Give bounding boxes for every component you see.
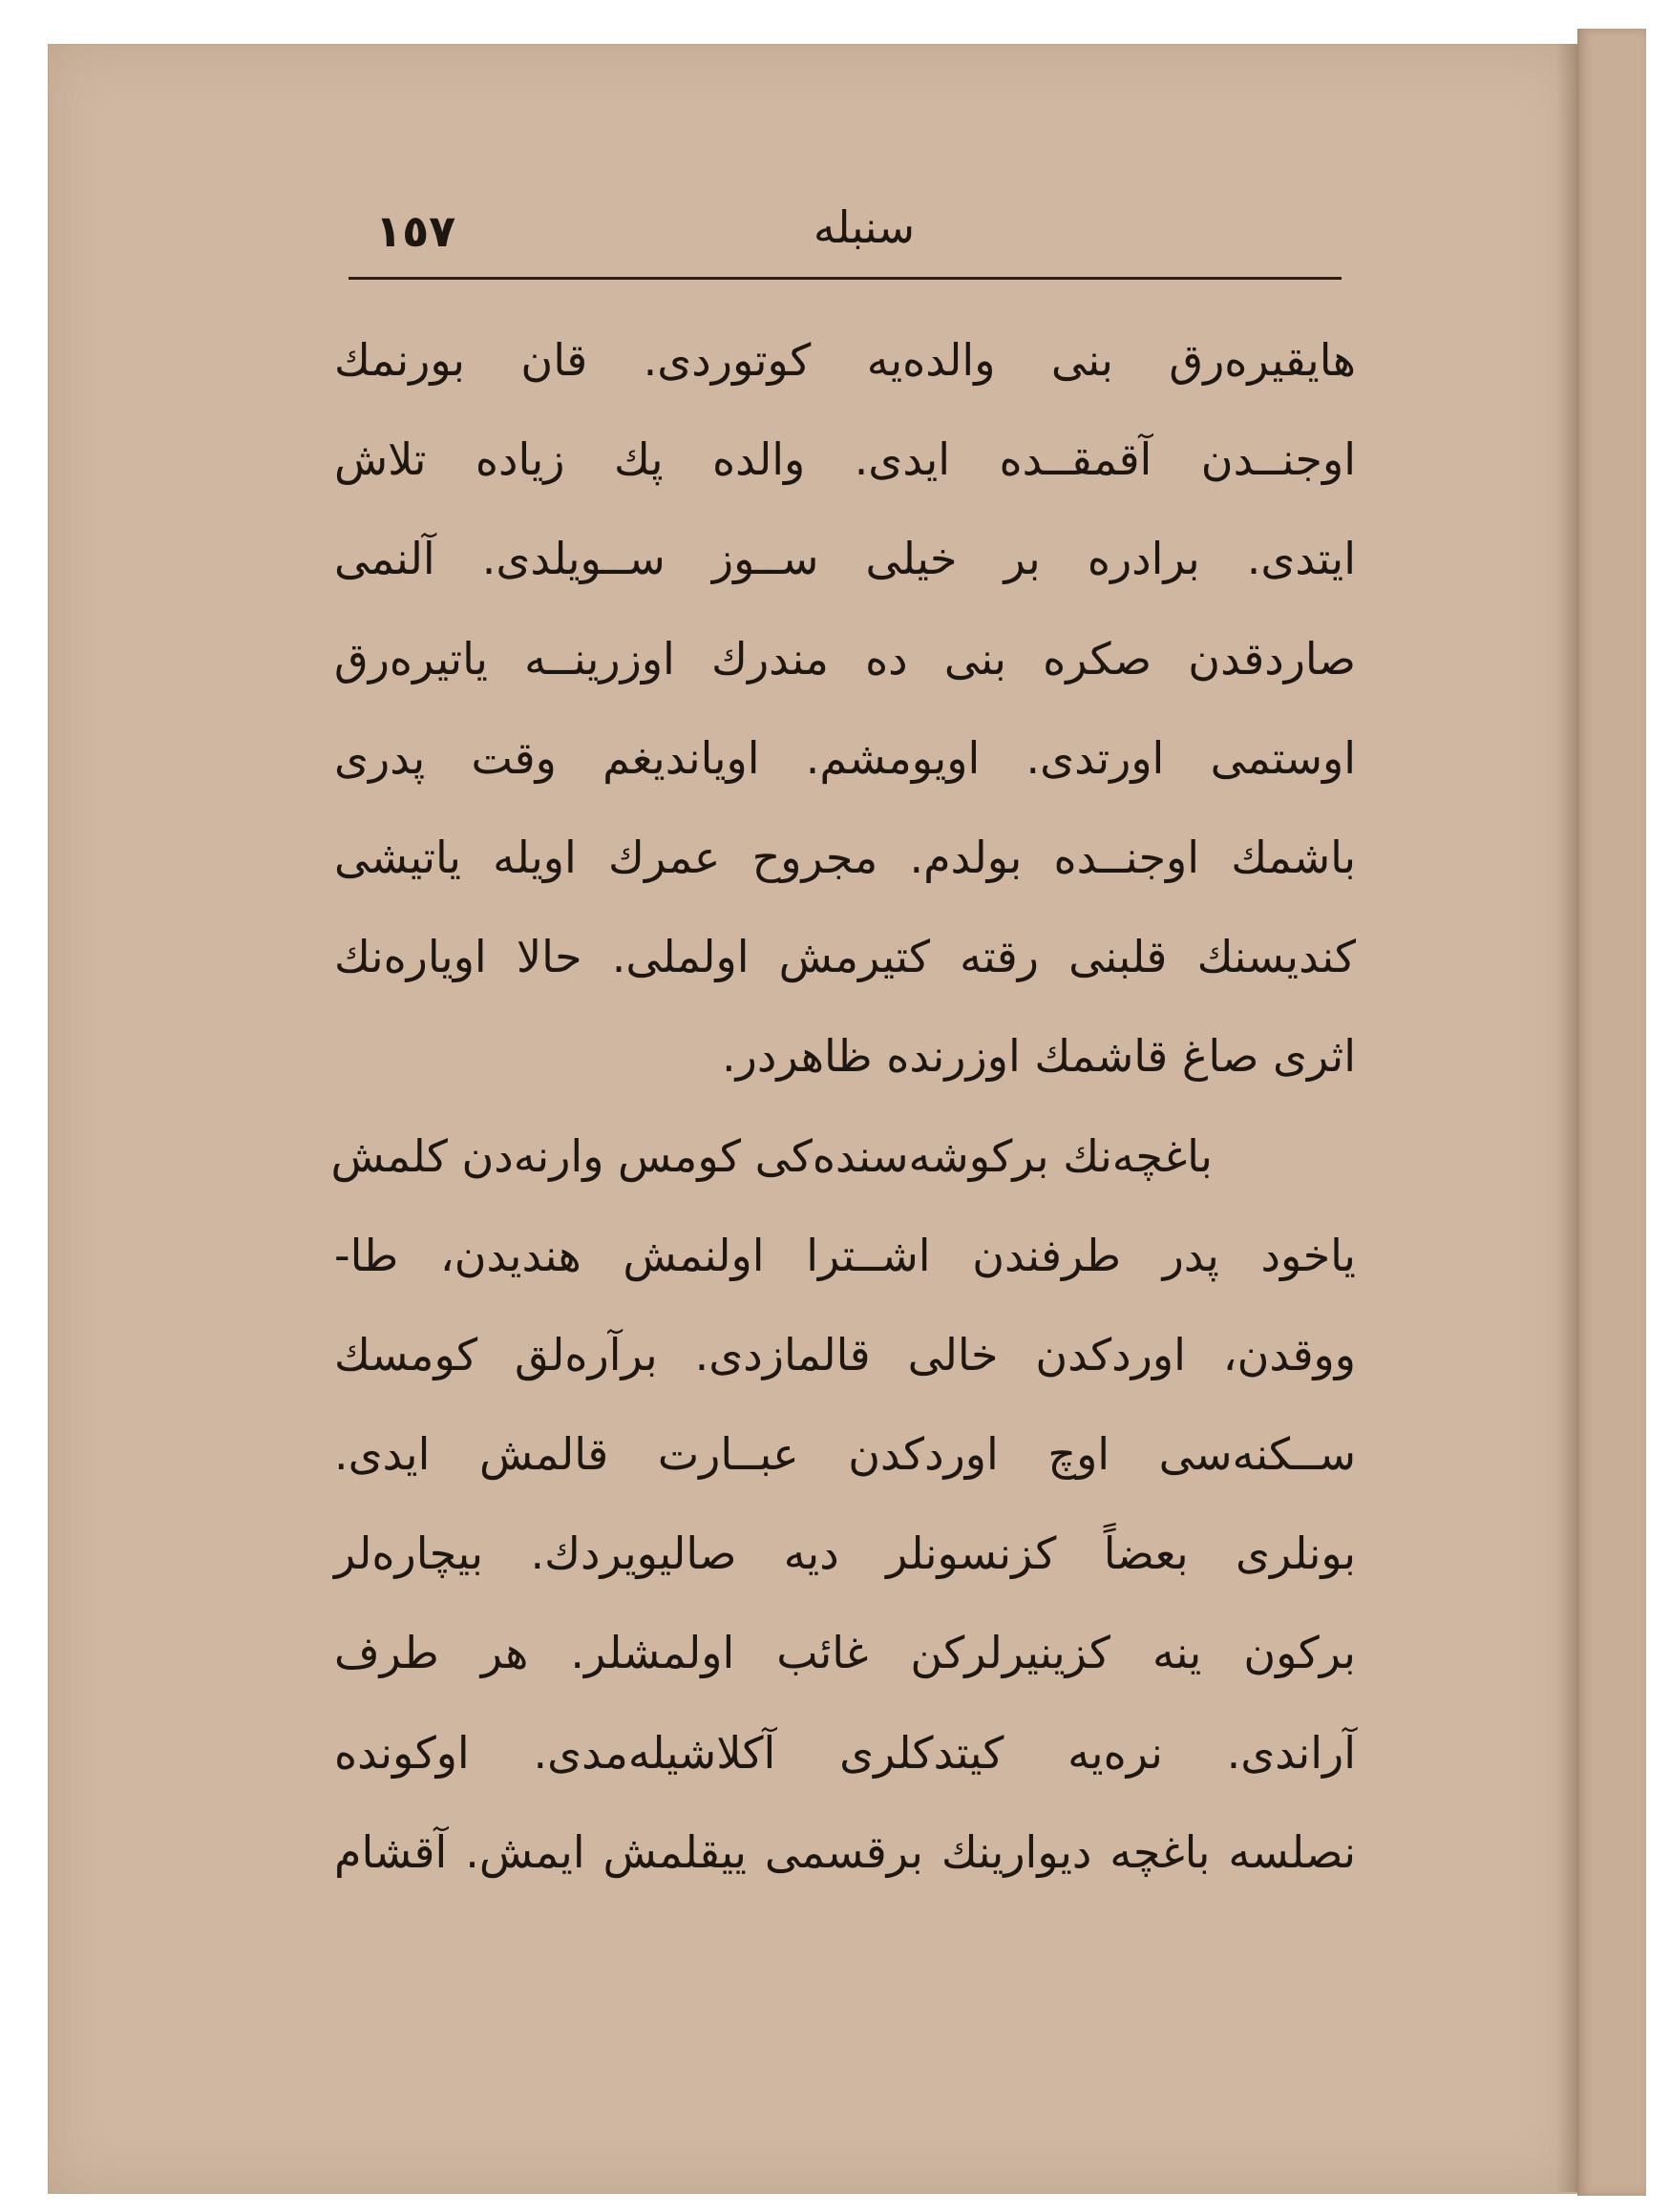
page-header (349, 196, 1342, 282)
running-title: سنبله (813, 201, 916, 253)
text-line: یاخود پدر طرفندن اشــترا اولنمش هندیدن، طا- (334, 1229, 1356, 1281)
text-line: اثری صاغ قاشمك اوزرنده ظاهردر. (722, 1030, 1356, 1083)
text-line: آراندی. نره‌یه كیتدكلری آكلاشیله‌مدی. اوكونده (334, 1726, 1356, 1779)
text-line: هایقیره‌رق بنی والده‌یه کوتوردی. قان بورنمك (334, 334, 1356, 386)
text-line: بونلری بعضاً كزنسونلر دیه صالیویردك. بیچاره‌لر (334, 1527, 1356, 1580)
text-line: نصلسه باغچه دیوارینك برقسمی ییقلمش ایمش. آقشام (334, 1825, 1356, 1878)
text-line: صاردقدن صكره بنی ده مندرك اوزرینــه یاتیره‌رق (334, 632, 1356, 685)
text-line: كندیسنك قلبنی رقته كتیرمش اولملی. حالا اویاره‌نك (334, 931, 1356, 983)
header-rule (349, 277, 1342, 280)
text-line: ایتدی. برادره بر خیلی ســوز ســویلدی. آلنمی (334, 533, 1356, 585)
page-number: ١٥٧ (375, 205, 456, 257)
text-line: ووقدن، اوردكدن خالی قالمازدی. برآره‌لق كومسك (334, 1328, 1356, 1380)
text-line: ســكنه‌سی اوچ اوردكدن عبــارت قالمش ایدی. (334, 1428, 1356, 1481)
text-line: بركون ینه كزینیرلركن غائب اولمشلر. هر طرف (334, 1627, 1356, 1679)
page-fold-shadow (1556, 44, 1579, 2192)
text-line: باشمك اوجنــده بولدم. مجروح عمرك اویله یاتیشی (334, 831, 1356, 883)
body-text (330, 310, 1356, 1902)
text-line: اوجنــدن آقمقــده ایدی. والده پك زیاده تلاش (334, 433, 1356, 486)
next-page-edge (1577, 29, 1646, 2196)
text-line: باغچه‌نك بركوشه‌سنده‌كی كومس وارنه‌دن كلمش (330, 1129, 1213, 1182)
text-line: اوستمی اورتدی. اویومشم. اویاندیغم وقت پدری (334, 731, 1356, 784)
